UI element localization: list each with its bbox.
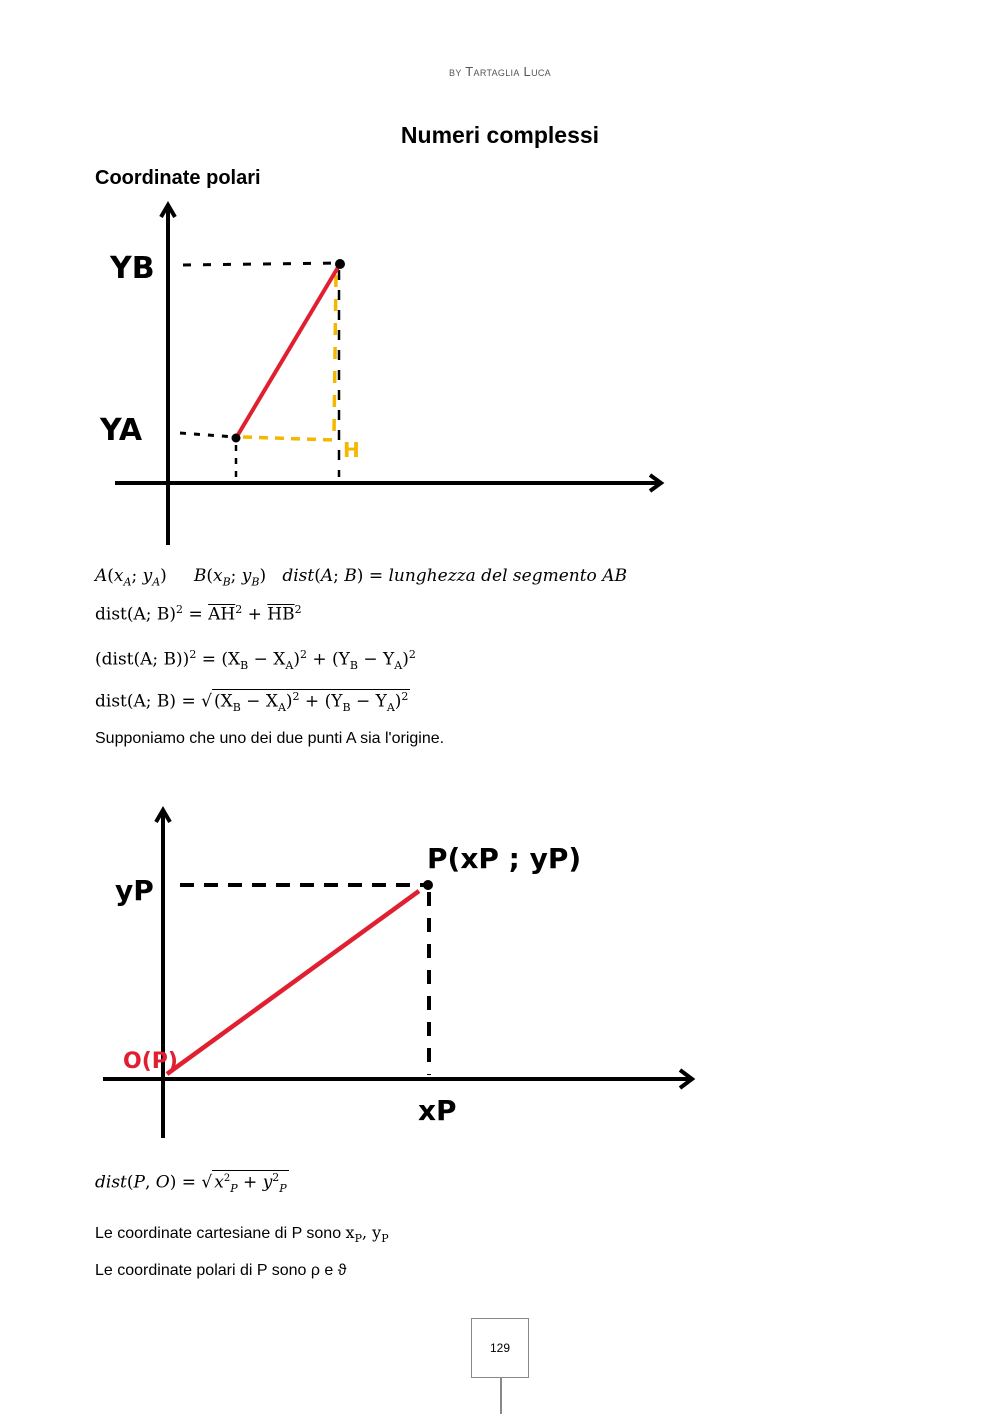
label-h: H — [343, 438, 360, 462]
text-cartesian: Le coordinate cartesiane di P sono $x_P$, $y_P$ — [95, 1223, 389, 1246]
label-yb: YB — [110, 251, 155, 286]
formula-dist-po: dist(P, O) = √ $x^2_P + y^2_P$ — [95, 1171, 287, 1196]
figure-polar-point — [95, 800, 705, 1145]
page-number-line — [500, 1378, 502, 1414]
label-xp: xP — [418, 1094, 457, 1127]
point-p — [423, 880, 433, 890]
guide-ya — [180, 433, 235, 437]
formula-distance: dist(A; B) = √ $(X_B - X_A)^2 + (Y_B - Y_A)^2$ — [95, 690, 409, 715]
text-polar: Le coordinate polari di P sono ρ e ϑ — [95, 1262, 347, 1279]
figure-distance-ab — [95, 195, 675, 555]
page-header: by Tartaglia Luca — [449, 64, 551, 79]
label-ya: YA — [100, 413, 143, 448]
formula-points-def: $A(x_A$; $y_A$) $B(x_B$; $y_B$) dist(A; B) = lunghezza del segmento AB — [95, 566, 627, 589]
page-title: Numeri complessi — [400, 122, 600, 148]
segment-op — [167, 891, 419, 1074]
formula-squared-distance: (dist(A; $B))^2 = (X_B - X_A)^2 + (Y_B - Y_A)^2$ — [95, 648, 416, 673]
point-b — [335, 259, 345, 269]
label-o: O(P) — [123, 1049, 178, 1074]
guide-yb — [183, 263, 340, 265]
segment-ab — [236, 264, 340, 438]
point-a — [232, 434, 241, 443]
helper-ah — [243, 437, 335, 440]
page-number: 129 — [471, 1318, 529, 1378]
label-p: P(xP ; yP) — [427, 842, 582, 875]
label-yp: yP — [115, 874, 154, 907]
formula-pythagoras: dist(A; $B)^2 = \overline{AH}^2 + \overline{HB}^2$ — [95, 603, 302, 625]
helper-hb — [334, 275, 336, 435]
text-origin: Supponiamo che uno dei due punti A sia l'origine. — [95, 730, 445, 747]
section-heading: Coordinate polari — [95, 167, 261, 189]
